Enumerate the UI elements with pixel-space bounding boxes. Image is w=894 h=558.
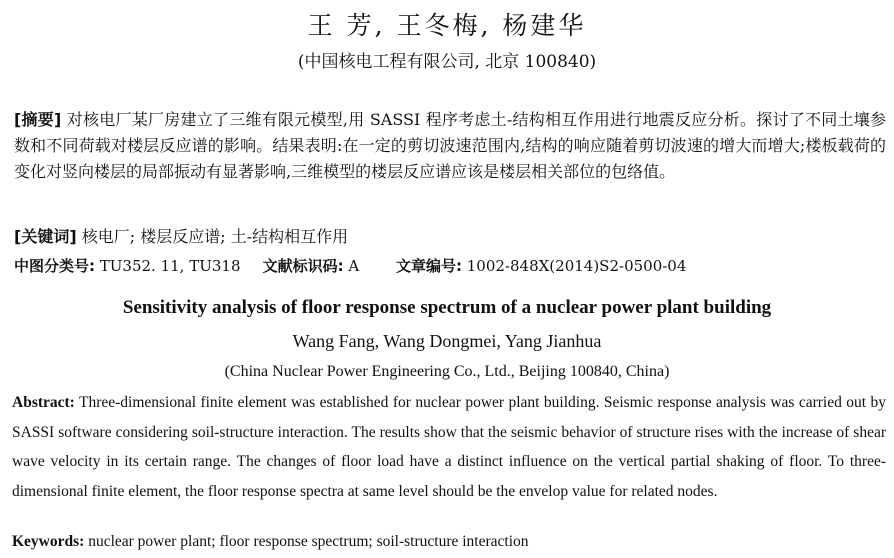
doc-code-label: 文献标识码: xyxy=(262,257,344,275)
chinese-abstract-label: [摘要] xyxy=(14,110,62,129)
chinese-abstract-text: 对核电厂某厂房建立了三维有限元模型,用 SASSI 程序考虑土-结构相互作用进行地震反应分析。探讨了不同土壤参数和不同荷载对楼层反应谱的影响。结果表明:在一定的剪切波速范围内,结构的响应随着剪切波速的增大而增大;楼板载荷的变化对竖向楼层的局部振动有显著影响,三维模型的楼层反应谱应该是楼层相关部位的包络值。 xyxy=(14,110,886,181)
english-keywords xyxy=(12,533,529,551)
english-title: Sensitivity analysis of floor response spectrum of a nuclear power plant building xyxy=(122,297,772,318)
doc-code-value: A xyxy=(348,257,360,275)
chinese-authors: 王 芳, 王冬梅, 杨建华 xyxy=(307,11,587,40)
classification-line xyxy=(14,255,686,276)
english-abstract-text: Three-dimensional finite element was established for nuclear power plant building. Seismic response analysis was carried out by SASSI software considering soil-structure interaction. The results show that the seismic behavior of structure rises with the increase of shear wave velocity in its certain range. The changes of floor load have a distinct influence on the vertical partial shaking of floor. To three-dimensional finite element, the floor response spectra at same level should be the envelop value for related nodes. xyxy=(12,394,886,500)
clc-value: TU352. 11, TU318 xyxy=(99,257,241,275)
english-abstract xyxy=(12,388,886,506)
chinese-abstract xyxy=(14,107,886,185)
chinese-keywords xyxy=(14,224,348,247)
english-keywords-text: nuclear power plant; floor response spectrum; soil-structure interaction xyxy=(88,533,529,550)
article-id-label: 文章编号: xyxy=(395,257,462,275)
article-id-value: 1002-848X(2014)S2-0500-04 xyxy=(466,257,687,275)
clc-label: 中图分类号: xyxy=(14,257,95,275)
chinese-keywords-label: [关键词] xyxy=(14,227,77,246)
chinese-affiliation: (中国核电工程有限公司, 北京 100840) xyxy=(297,52,597,72)
english-affiliation: (China Nuclear Power Engineering Co., Ltd., Beijing 100840, China) xyxy=(224,363,670,380)
english-authors: Wang Fang, Wang Dongmei, Yang Jianhua xyxy=(292,331,602,351)
english-abstract-label: Abstract: xyxy=(12,394,75,411)
chinese-keywords-text: 核电厂; 楼层反应谱; 土-结构相互作用 xyxy=(81,227,349,246)
english-keywords-label: Keywords: xyxy=(12,533,85,550)
